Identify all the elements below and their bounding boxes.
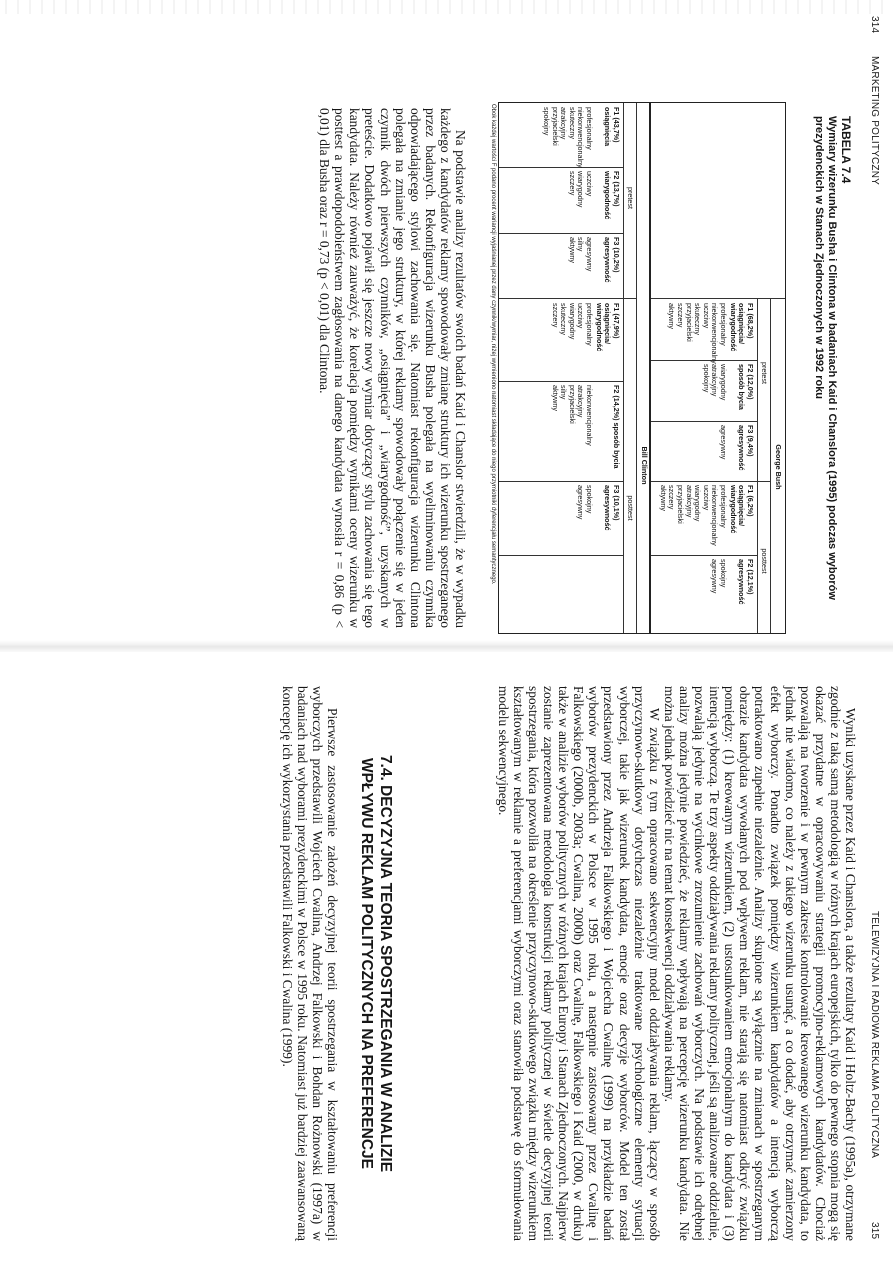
clinton-f2-pre-name: F2 (13,7%) wiarygodność bbox=[603, 171, 621, 220]
adj: spokojny bbox=[719, 559, 728, 588]
adj: atrakcyjny bbox=[684, 485, 694, 518]
bush-f2-post-name: F2 (12,1%) agresywność bbox=[737, 559, 755, 605]
adj: niekonwencjonalny bbox=[710, 303, 720, 364]
table-footnote: Obok każdej wartości F podano procent wariancji wyjaśnianej przez dany czynnik/wymiar, niżej wymieniono natomiast składające do niego przymiotniki dyferencjału semantycznego. bbox=[490, 104, 496, 585]
scan-top-edge bbox=[0, 0, 893, 14]
right-paragraph-2: W związku z tym opracowano sekwencyjny model oddziaływania reklam, łączący w sposób przyczynowo-skutkowy dotychczas niezależnie traktowane psychologiczne elementy sytuacji wyborczej, takie jak wizerunek kandydata, emocje oraz decyzje wyborców. Model ten został przedstawiony przez Andrzeja Falkowskiego i Wojciecha Cwalinę (1999) na przykładzie badań wyborów prezydenckich w Polsce w 1995 roku, a następnie zastosowany przez Cwalinę i Falkowskiego (2000b, 2003a; Cwalina, 2000b) oraz Cwalinę, Falkowskiego i Kaid (2000, w druku) także w analizie wyborów politycznych w różnych krajach Europy i Stanach Zjednoczonych. Najpierw zostanie zaprezentowana metodologia konstrukcji reklamy politycznej w świetle decyzyjnej teorii spostrzegania, która pozwoliła na określenie przyczynowo-skutkowego związku między wizerunkiem kształtowanym w reklamie a preferencjami wyborczymi oraz stanowiła podstawę do sformułowania modelu sekwencyjnego. bbox=[495, 686, 662, 1241]
left-paragraph-text: Na podstawie analizy rezultatów swoich badań Kaid i Chanslor stwierdzili, że w wypadku każdego z kandydatów reklamy spowodowały zmianę struktury ich wizerunku spostrzeganego przez badanych. Rekonfiguracja wizerunku Busha polegała na wyeliminowaniu czynnika odpowiadającego stylowi zachowania się. Natomiast rekonfiguracja wizerunku Clintona polegała na zmianie jego struktury, w której reklamy spowodowały połączenie się w jeden czynnik dwóch pierwszych czynników, „osiągnięcia” i „wiarygodność”, uzyskanych w preteście. Dodatkowo pojawił się jeszcze nowy wymiar dotyczący stylu zachowania się tego kandydata. Należy również zauważyć, że korelacja pomiędzy wynikami oceny wizerunku w posttest a prawdopodobieństwem zagłosowania na danego kandydata wynosiła r = 0,86 (p < 0,01) dla Busha oraz r = 0,73 (p < 0,01) dla Clintona. bbox=[317, 108, 468, 628]
clinton-f1-post-name: F1 (47,9%) osiągnięcia/ wiarygodność bbox=[594, 303, 621, 352]
adj: skuteczny bbox=[559, 303, 569, 335]
right-body-text bbox=[496, 686, 858, 1241]
header-top-candidate: George Bush bbox=[774, 444, 783, 490]
section-heading-line-1: 7.4. DECYZYJNA TEORIA SPOSTRZEGANIA W ANALIZIE bbox=[377, 754, 394, 1173]
adj: niekonwencjonalny bbox=[710, 485, 720, 546]
adj: przyjacielski bbox=[550, 107, 560, 146]
adj: przyjacielski bbox=[676, 485, 686, 524]
left-page bbox=[15, 16, 880, 642]
adj: atrakcyjny bbox=[710, 364, 720, 397]
clinton-f1-pre-name: F1 (43,7%) osiągnięcia bbox=[603, 107, 621, 147]
bush-f2-pre-name: F2 (12,0%) sposób bycia bbox=[737, 364, 755, 410]
adj: uczciwy bbox=[576, 303, 586, 329]
table-label: TABELA 7.4 bbox=[839, 116, 853, 184]
adj: atrakcyjny bbox=[559, 107, 569, 140]
clinton-f2-pre-items bbox=[567, 171, 593, 231]
adj: spokojny bbox=[701, 364, 711, 393]
left-body-paragraph bbox=[317, 108, 468, 628]
adj: przyjacielski bbox=[684, 303, 694, 342]
bush-f3-pre-name: F3 (9,4%) agresywność bbox=[737, 425, 755, 471]
header-side-candidate: Bill Clinton bbox=[640, 446, 649, 485]
adj: niekonwencjonalny bbox=[576, 107, 586, 168]
section-heading bbox=[357, 686, 395, 1241]
right-body-text-2 bbox=[280, 686, 340, 1241]
adj: niekonwencjonalny bbox=[585, 385, 594, 446]
table-title: Wymiary wizerunku Busha i Clintona w badaniach Kaid i Chanslora (1995) podczas wyborów prezydenckich w Stanach Zjednoczonych w 1992 roku bbox=[813, 116, 838, 600]
adj: szczery bbox=[676, 303, 686, 328]
section-heading-line-2: WPŁYWU REKLAM POLITYCZNYCH NA PREFERENCJE bbox=[358, 757, 375, 1170]
table-caption bbox=[812, 116, 852, 636]
clinton-f3-pre-name: F3 (10,2%) agresywność bbox=[603, 237, 621, 283]
clinton-f2-post-name: F2 (14,2%) sposób bycia bbox=[612, 385, 621, 469]
adj: uczciwy bbox=[701, 485, 711, 511]
bush-f3-pre-items bbox=[718, 425, 727, 480]
adj: silny bbox=[576, 237, 586, 252]
adj: agresywny bbox=[710, 559, 720, 594]
adj: skuteczny bbox=[693, 303, 703, 335]
adj: przyjacielski bbox=[567, 385, 577, 424]
adj: szczery bbox=[667, 485, 677, 510]
right-running-head-text: TELEWIZYJNA I RADIOWA REKLAMA POLITYCZNA bbox=[869, 911, 880, 1159]
right-paragraph-1: Wyniki uzyskane przez Kaid i Chanslora, a także rezultaty Kaid i Holtz-Bachy (1995a), otrzymane zgodnie z taką samą metodologią w różnych krajach europejskich, tylko do pewnego stopnia mogą się okazać przydatne w opracowywaniu strategii promocyjno-reklamowych kandydatów. Chociaż pozwalają na tworzenie i w pewnym zakresie kontrolowanie kreowanego wizerunku kandydata, to jednak nie wiadomo, co należy z takiego wizerunku usunąć, a co dodać, aby otrzymać zamierzony efekt wyborczy. Ponadto związek pomiędzy wizerunkiem kandydatów a intencją wyborczą potraktowano zupełnie niezależnie. Analizy skupione są wyłącznie na zmianach w spostrzeganym obrazie kandydata wywołanych pod wpływem reklam, nie starają się natomiast odkryć związku pomiędzy: (1) kreowanym wizerunkiem, (2) ustosunkowaniem emocjonalnym do kandydata i (3) intencją wyborczą. Te trzy aspekty oddziaływania reklamy politycznej, jeśli są analizowane oddzielnie, pozwalają jedynie na wycinkowe zrozumienie zachowań wyborczych. Na podstawie ich odrębnej analizy można jedynie powiedzieć, że reklamy wpływają na percepcję wizerunku kandydata. Nie można jednak powiedzieć nic na temat konsekwencji oddziaływania reklamy. bbox=[661, 686, 858, 1241]
adj: agresywny bbox=[719, 425, 728, 460]
adj: spokojny bbox=[542, 107, 552, 136]
adj: profesjonalny bbox=[719, 485, 728, 528]
adj: atrakcyjny bbox=[576, 385, 586, 418]
adj: wiarygodny bbox=[693, 485, 703, 522]
adj: uczciwy bbox=[585, 171, 594, 197]
left-running-head-text: MARKETING POLITYCZNY bbox=[869, 56, 880, 186]
adj: profesjonalny bbox=[585, 107, 594, 150]
header-pretest-bush: pretest bbox=[760, 362, 769, 384]
adj: spokojny bbox=[585, 485, 594, 514]
clinton-f3-post-items bbox=[576, 485, 593, 553]
adj: wiarygodny bbox=[567, 303, 577, 340]
bush-f1-post-items bbox=[658, 485, 727, 553]
clinton-f2-post-items bbox=[550, 385, 593, 479]
bush-f2-post-items bbox=[710, 559, 727, 629]
left-page-number: 314 bbox=[869, 16, 880, 34]
adj: uczciwy bbox=[701, 303, 711, 329]
header-pretest-clinton: pretest bbox=[626, 187, 635, 209]
adj: silny bbox=[559, 385, 569, 400]
adj: skuteczny bbox=[567, 107, 577, 139]
clinton-f3-pre-items bbox=[567, 237, 593, 297]
adj: aktywny bbox=[550, 385, 560, 411]
right-paragraph-3: Pierwsze zastosowanie założeń decyzyjnej teorii spostrzegania w kształtowaniu preferencji wyborczych przedstawili Wojciech Cwalina, Andrzej Falkowski i Bohdan Rożnowski (1997a) w badaniach nad wyborami prezydenckimi w Polsce w 1995 roku. Natomiast już bardziej zaawansowaną koncepcję ich wykorzystania przedstawili Falkowski i Cwalina (1999). bbox=[279, 686, 340, 1241]
adj: wiarygodny bbox=[719, 364, 728, 401]
page-gutter bbox=[0, 640, 893, 652]
clinton-f1-post-items bbox=[550, 303, 593, 379]
clinton-f1-pre-items bbox=[541, 107, 594, 168]
adj: wiarygodny bbox=[576, 171, 586, 208]
adj: profesjonalny bbox=[719, 303, 728, 346]
right-page-number: 315 bbox=[869, 1222, 880, 1240]
bush-f1-post-name: F1 (6,2%) osiągnięcia/ wiarygodność bbox=[728, 485, 755, 534]
adj: agresywny bbox=[585, 237, 594, 272]
adj: szczery bbox=[550, 303, 560, 328]
factor-table bbox=[498, 102, 786, 634]
right-running-head bbox=[864, 686, 880, 1246]
left-running-head bbox=[864, 16, 880, 642]
bush-f1-pre-name: F1 (68,2%) osiągnięcia/ wiarygodność bbox=[728, 303, 755, 352]
clinton-f3-post-name: F3 (10,1%) agresywność bbox=[603, 485, 621, 531]
adj: agresywny bbox=[576, 485, 586, 520]
adj: szczery bbox=[567, 171, 577, 196]
bush-f1-pre-items bbox=[667, 303, 728, 364]
adj: aktywny bbox=[667, 303, 677, 329]
adj: profesjonalny bbox=[585, 303, 594, 346]
bush-f2-pre-items bbox=[701, 364, 727, 420]
header-posttest-bush: posttest bbox=[760, 548, 769, 574]
adj: aktywny bbox=[567, 237, 577, 263]
right-page bbox=[15, 686, 880, 1246]
adj: aktywny bbox=[658, 485, 668, 511]
header-posttest-clinton: posttest bbox=[626, 495, 635, 521]
